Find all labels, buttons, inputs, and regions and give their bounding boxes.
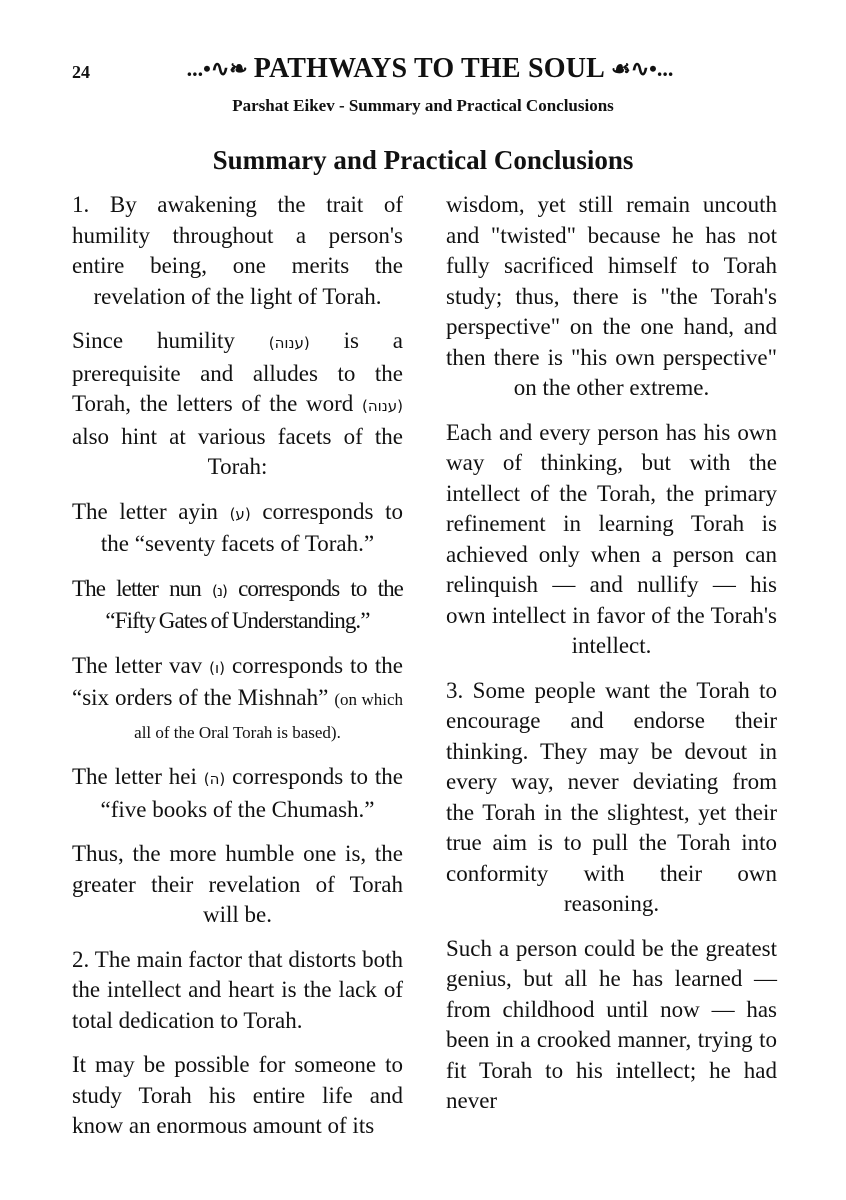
letter-vav-paragraph: [72, 651, 403, 749]
hebrew-anavah-2: (ענוה): [361, 397, 403, 415]
letter-nun-text-b: corresponds to the “Fifty Gates of Understanding.”: [105, 575, 403, 633]
letter-ayin-text-a: The letter ayin: [72, 498, 218, 524]
left-column: [72, 190, 403, 1156]
letter-vav-text-b: corresponds to the “six orders of the Mishnah”: [72, 652, 404, 710]
letter-hei-text-a: The letter hei: [72, 764, 197, 789]
letter-hei-paragraph: [72, 762, 403, 825]
book-title: PATHWAYS TO THE SOUL: [253, 53, 605, 84]
genius-paragraph: Such a person could be the greatest genius, but all he has learned — from childhood until now — has been in a crooked manner, trying to fit Torah to his intellect; he had never: [446, 935, 777, 1113]
wisdom-paragraph: wisdom, yet still remain uncouth and "twisted" because he has not fully sacrificed himself to Torah study; thus, there is "the Torah's perspective" on the one hand, and then there is "his own perspective" on the other extreme.: [446, 192, 777, 400]
letter-ayin-text-b: corresponds to the “seventy facets of Torah.”: [100, 498, 404, 556]
hebrew-hei: (ה): [203, 770, 226, 788]
thinking-paragraph: Each and every person has his own way of thinking, but with the intellect of the Torah, the primary refinement in learning Torah is achieved only when a person can relinquish — and nullify — his own intellect in favor of the Torah's intellect.: [446, 419, 777, 658]
letter-hei-text-b: corresponds to the “five books of the Chumash.”: [100, 764, 403, 822]
letter-nun-text-a: The letter nun: [72, 575, 201, 601]
humility-text-a: Since humility: [72, 328, 235, 353]
letter-nun-paragraph: [72, 574, 403, 637]
study-paragraph: It may be possible for someone to study Torah his entire life and know an enormous amount of its: [72, 1052, 403, 1138]
hebrew-nun: (נ): [211, 581, 227, 600]
letter-ayin-paragraph: [72, 497, 403, 560]
hebrew-vav: (ו): [209, 658, 225, 677]
right-ornament-icon: ☙∿•...: [611, 56, 674, 81]
humility-text-b: is a prerequisite and alludes to the Torah, the letters of the word: [72, 328, 403, 416]
oral-torah-note: (on which all of the Oral Torah is based).: [134, 690, 403, 742]
hebrew-anavah-1: (ענוה): [268, 334, 310, 352]
running-header: [130, 52, 730, 86]
left-ornament-icon: ...•∿❧: [186, 56, 248, 81]
humble-conclusion: Thus, the more humble one is, the greater their revelation of Torah will be.: [72, 841, 403, 927]
right-column: [446, 190, 777, 1131]
letter-vav-text-a: The letter vav: [72, 652, 203, 678]
section-title: Summary and Practical Conclusions: [212, 145, 634, 175]
humility-paragraph: [72, 326, 403, 483]
humility-text-c: also hint at various facets of the Torah:: [72, 423, 403, 479]
chapter-subtitle: Parshat Eikev - Summary and Practical Conclusions: [232, 96, 614, 115]
point-3: 3. Some people want the Torah to encourage and endorse their thinking. They may be devout in every way, never deviating from the Torah in the slightest, yet their true aim is to pull the Torah into conformity with their own reasoning.: [446, 677, 777, 916]
hebrew-ayin: (ע): [229, 504, 251, 523]
page-number: 24: [72, 62, 90, 82]
point-1: 1. By awakening the trait of humility throughout a person's entire being, one merits the revelation of the light of Torah.: [72, 192, 403, 309]
point-2: 2. The main factor that distorts both the intellect and heart is the lack of total dedication to Torah.: [72, 946, 403, 1033]
